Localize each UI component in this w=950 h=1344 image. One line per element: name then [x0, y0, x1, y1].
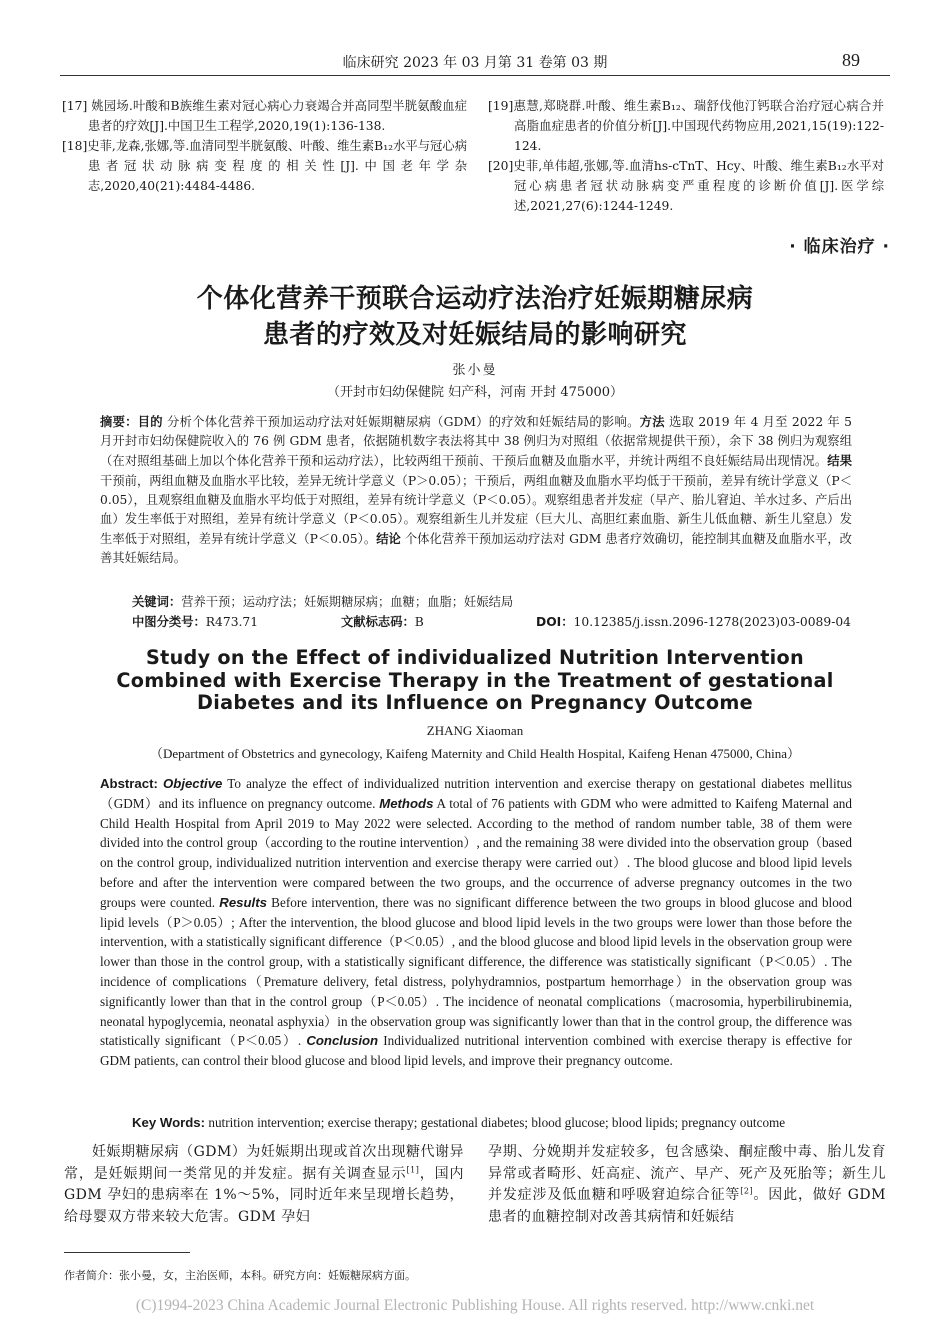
reference-20: [20]史菲,单伟超,张娜,等.血清hs-cTnT、Hcy、叶酸、维生素B₁₂水平对冠心病患者冠状动脉病变严重程度的诊断价值[J].医学综述,2021,27(6):1244-1249.	[488, 159, 884, 213]
footnote-rule	[64, 1252, 190, 1253]
citation-1: [1]	[406, 1164, 420, 1174]
clc-label: 中图分类号：	[132, 615, 206, 629]
cn-author: 张小曼	[452, 363, 498, 378]
page-number: 89	[842, 50, 860, 70]
en-conclusion-text: Individualized nutritional intervention combined with exercise therapy is effective for GDM patients, can control their blood glucose and blood lipid levels, and improve their pregnancy outcome.	[100, 1033, 852, 1069]
doi-label: DOI：	[536, 615, 574, 629]
cn-results-label: 结果	[827, 453, 852, 469]
reference-18: [18]史菲,龙森,张娜,等.血清同型半胱氨酸、叶酸、维生素B₁₂水平与冠心病患者冠状动脉病变程度的相关性[J].中国老年学杂志,2020,40(21):4484-4486.	[62, 139, 467, 193]
en-affiliation: （Department of Obstetrics and gynecology, Kaifeng Maternity and Child Health Hospital, Kaifeng Henan 475000, China）	[149, 746, 801, 761]
en-results-label: Results	[219, 894, 267, 910]
doi-value: 10.12385/j.issn.2096-1278(2023)03-0089-04	[573, 615, 852, 629]
cn-keywords-label: 关键词：	[132, 595, 182, 609]
journal-issue-line: 临床研究 2023 年 03 月第 31 卷第 03 期	[342, 55, 608, 71]
cn-abstract	[100, 412, 852, 569]
body-left-part-1: 妊娠期糖尿病（GDM）为妊娠期出现或首次出现糖代谢异常，是妊娠期间一类常见的并发症。据有关调查显示	[64, 1144, 464, 1182]
references-right-column	[488, 96, 884, 216]
cn-results-text: 干预前，两组血糖及血脂水平比较，差异无统计学意义（P＞0.05）；干预后，两组血糖及血脂水平均低于干预前，差异有统计学意义（P＜0.05），且观察组血糖及血脂水平均低于对照组，差异有统计学意义（P＜0.05）。观察组患者并发症（早产、胎儿窘迫、羊水过多、产后出血）发生率低于对照组，差异有统计学意义（P＜0.05）。观察组新生儿并发症（巨大儿、高胆红素血脂、新生儿低血糖、新生儿窒息）发生率低于对照组，差异有统计学意义（P＜0.05）。	[100, 473, 852, 547]
en-abstract	[100, 774, 852, 1071]
header-rule	[60, 75, 890, 76]
cn-title-line-1: 个体化营养干预联合运动疗法治疗妊娠期糖尿病	[196, 284, 754, 314]
cn-conclusion-label: 结论	[376, 531, 401, 547]
en-title-line-2: Combined with Exercise Therapy in the Treatment of gestational	[116, 669, 834, 692]
cn-title-line-2: 患者的疗效及对妊娠结局的影响研究	[262, 320, 687, 350]
cn-objective-text: 分析个体化营养干预加运动疗法对妊娠期糖尿病（GDM）的疗效和妊娠结局的影响。	[162, 415, 640, 429]
cn-keywords	[132, 592, 852, 612]
en-keywords-text: nutrition intervention; exercise therapy; gestational diabetes; blood glucose; blood lipids; pregnancy outcome	[205, 1115, 786, 1130]
body-left-part-2: ，国内 GDM 孕妇的患病率在 1%～5%，同时近年来呈现增长趋势，给母婴双方带来较大危害。GDM 孕妇	[64, 1165, 464, 1225]
en-title-line-3: Diabetes and its Influence on Pregnancy Outcome	[197, 691, 753, 714]
en-objective-label: Objective	[163, 776, 223, 791]
body-left-column	[64, 1142, 464, 1228]
en-conclusion-label: Conclusion	[306, 1033, 379, 1049]
body-right-part-2: 。因此，做好 GDM 患者的血糖控制对改善其病情和妊娠结	[488, 1187, 886, 1225]
references-left-column	[62, 96, 467, 196]
doi	[536, 612, 851, 630]
cn-methods-label: 方法	[639, 414, 665, 429]
running-header	[0, 52, 950, 74]
en-abstract-label: Abstract:	[100, 776, 158, 791]
copyright-line: (C)1994-2023 China Academic Journal Electronic Publishing House. All rights reserved. http://www.cnki.net	[135, 1297, 815, 1314]
clc-value: R473.71	[205, 615, 259, 629]
cn-abstract-label: 摘要：	[100, 415, 138, 429]
en-methods-label: Methods	[379, 795, 434, 811]
reference-19: [19]惠慧,郑晓群.叶酸、维生素B₁₂、瑞舒伐他汀钙联合治疗冠心病合并高脂血症患者的价值分析[J].中国现代药物应用,2021,15(19):122-124.	[488, 99, 884, 153]
reference-17: [17] 姚园场.叶酸和B族维生素对冠心病心力衰竭合并高同型半胱氨酸血症患者的疗效[J].中国卫生工程学,2020,19(1):136-138.	[62, 99, 467, 133]
cn-methods-text: 选取 2019 年 4 月至 2022 年 5 月开封市妇幼保健院收入的 76 例 GDM 患者，依据随机数字表法将其中 38 例归为对照组（依据常规提供干预），余下 38 例归为观察组（在对照组基础上加以个体化营养干预和运动疗法），比较两组干预前、干预后血糖及血脂水平，并统计两组不良妊娠结局出现情况。	[100, 415, 852, 469]
body-right-column	[488, 1142, 886, 1228]
section-label: · 临床治疗 ·	[789, 237, 890, 257]
en-methods-text: A total of 76 patients with GDM who were admitted to Kaifeng Maternal and Child Health Hospital from April 2019 to May 2022 were selected. According to the method of random number table, 38 of them were divided into the control group（according to the routine intervention）, and the remaining 38 were divided into the observation group（based on the control group, individualized nutrition intervention and exercise therapy were carried out）. The blood glucose and blood lipid levels before and after the intervention were compared between the two groups, and the occurrence of adverse pregnancy outcomes in the two groups were counted.	[100, 795, 852, 910]
cn-keywords-text: 营养干预；运动疗法；妊娠期糖尿病；血糖；血脂；妊娠结局	[181, 595, 514, 609]
en-results-text: Before intervention, there was no significant difference between the two groups in blood glucose and blood lipid levels（P＞0.05）; After the intervention, the blood glucose and blood lipid levels in the two groups were lower than those before the intervention, with a statistically significant difference（P＜0.05）, and the blood glucose and blood lipid levels in the observation group were lower than those in the control group, with a statistically significant difference, the difference was statistically significant（P＜0.05）. The incidence of complications（Premature delivery, fetal distress, polyhydramnios, postpartum hemorrhage）in the observation group was significantly lower than that in the control group（P＜0.05）. The incidence of neonatal complications（macrosomia, hyperbilirubinemia, neonatal hypoglycemia, neonatal asphyxia）in the observation group was significantly lower than that in the control group, the difference was statistically significant（P＜0.05）.	[100, 894, 852, 1049]
body-right-part-1: 孕期、分娩期并发症较多，包含感染、酮症酸中毒、胎儿发育异常或者畸形、妊高症、流产、早产、死产及死胎等；新生儿并发症涉及低血糖和呼吸窘迫综合征等	[488, 1144, 886, 1204]
document-code-label: 文献标志码：	[341, 615, 415, 629]
cn-objective-label: 目的	[137, 414, 163, 429]
cn-affiliation: （开封市妇幼保健院 妇产科，河南 开封 475000）	[326, 385, 624, 400]
author-footnote: 作者简介：张小曼，女，主治医师，本科。研究方向：妊娠糖尿病方面。	[64, 1269, 416, 1282]
citation-2: [2]	[740, 1186, 754, 1196]
cn-conclusion-text: 个体化营养干预加运动疗法对 GDM 患者疗效确切，能控制其血糖及血脂水平，改善其妊娠结局。	[100, 532, 852, 566]
en-objective-text: To analyze the effect of individualized nutrition intervention and exercise therapy on gestational diabetes mellitus（GDM）and its influence on pregnancy outcome.	[100, 776, 852, 811]
en-author: ZHANG Xiaoman	[426, 723, 524, 738]
en-keywords-label: Key Words:	[132, 1115, 206, 1130]
en-title-line-1: Study on the Effect of individualized Nutrition Intervention	[145, 646, 805, 669]
cn-classification-row	[132, 612, 852, 632]
en-keywords	[132, 1113, 852, 1133]
clc-number	[132, 612, 258, 630]
document-code	[341, 612, 424, 630]
document-code-value: B	[414, 615, 424, 629]
